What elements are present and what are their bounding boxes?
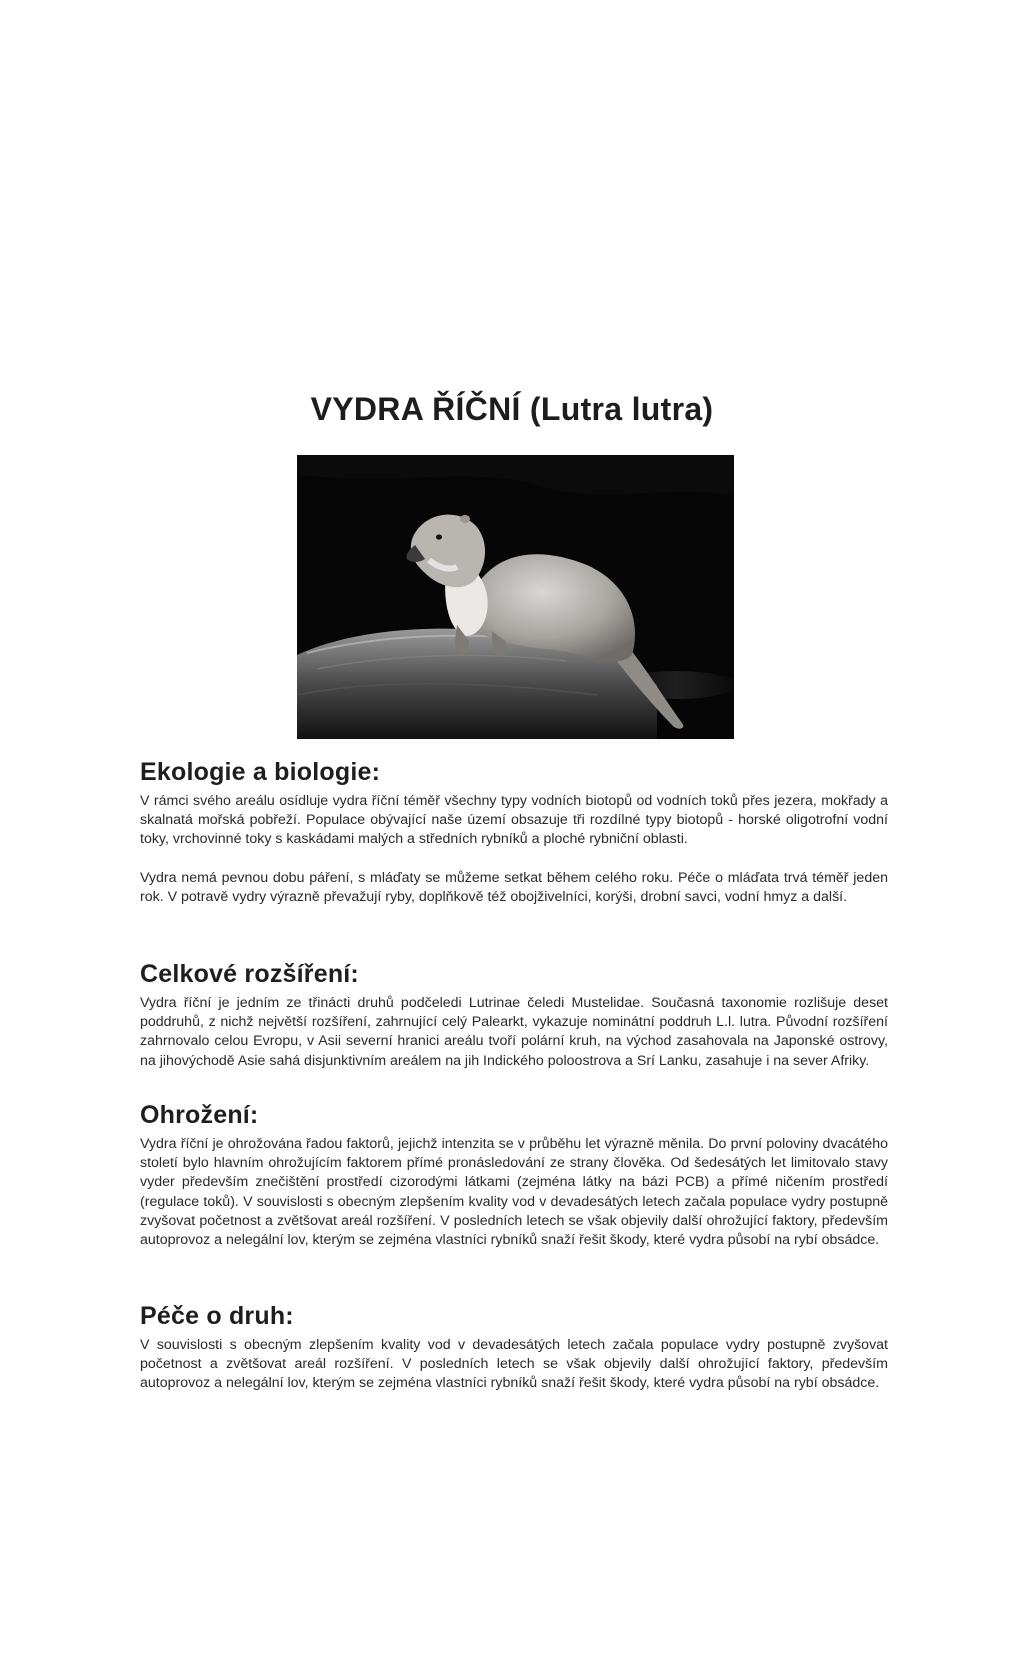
section-ohrozeni	[140, 1101, 888, 1250]
section-paragraph: Vydra nemá pevnou dobu páření, s mláďaty se můžeme setkat během celého roku. Péče o mláďata trvá téměř jeden rok. V potravě vydry výrazně převažují ryby, doplňkově též obojživelníci, korýši, drobní savci, vodní hmyz a další.	[140, 869, 888, 905]
section-paragraph: V souvislosti s obecným zlepšením kvality vod v devadesátých letech začala populace vydry postupně zvyšovat početnost a zvětšovat areál rozšíření. V posledních letech se však objevily další ohrožující faktory, především autoprovoz a nelegální lov, kterým se zejména vlastníci rybníků snaží řešit škody, které vydra působí na rybí obsádce.	[140, 1337, 888, 1392]
section-paragraph: Vydra říční je ohrožována řadou faktorů, jejichž intenzita se v průběhu let výrazně měnila. Do první poloviny dvacátého století bylo hlavním ohrožujícím faktorem přímé pronásledování ze strany člověka. Od šedesátých let limitovalo stavy vyder především znečištění prostředí cizorodými látkami (zejména látky na bázi PCB) a přímé ničením prostředí (regulace toků). V souvislosti s obecným zlepšením kvality vod v devadesátých letech začala populace vydry postupně zvyšovat početnost a zvětšovat areál rozšíření. V posledních letech se však objevily další ohrožující faktory, především autoprovoz a nelegální lov, kterým se zejména vlastníci rybníků snaží řešit škody, které vydra působí na rybí obsádce.	[140, 1136, 888, 1249]
section-paragraph: V rámci svého areálu osídluje vydra říční téměř všechny typy vodních biotopů od vodních toků přes jezera, mokřady a skalnatá mořská pobřeží. Populace obývající naše území obsazuje tři rozdílné typy biotopů - horské oligotrofní vodní toky, vrchovinné toky s kaskádami malých a středních rybníků a ploché rybniční oblasti.	[140, 793, 888, 848]
section-ekologie	[140, 758, 888, 907]
section-paragraph: Vydra říční je jedním ze třinácti druhů podčeledi Lutrinae čeledi Mustelidae. Současná taxonomie rozlišuje deset poddruhů, z nichž největší rozšíření, zahrnující celý Palearkt, vykazuje nominátní poddruh L.l. lutra. Původní rozšíření zahrnovalo celou Evropu, v Asii severní hranici areálu tvoří polární kruh, na východ zasahovala na Japonské ostrovy, na jihovýchodě Asie sahá disjunktivním areálem na jih Indického poloostrova a Srí Lanku, zasahuje i na sever Afriky.	[140, 995, 888, 1069]
otter-illustration	[297, 455, 734, 739]
section-rozsireni	[140, 960, 888, 1071]
section-heading: Ohrožení:	[140, 1101, 259, 1129]
otter-photo	[297, 455, 734, 739]
section-heading: Celkové rozšíření:	[140, 960, 359, 988]
section-heading: Ekologie a biologie:	[140, 758, 381, 786]
section-pece	[140, 1302, 888, 1394]
page-title: VYDRA ŘÍČNÍ (Lutra lutra)	[310, 391, 714, 427]
section-heading: Péče o druh:	[140, 1302, 294, 1330]
